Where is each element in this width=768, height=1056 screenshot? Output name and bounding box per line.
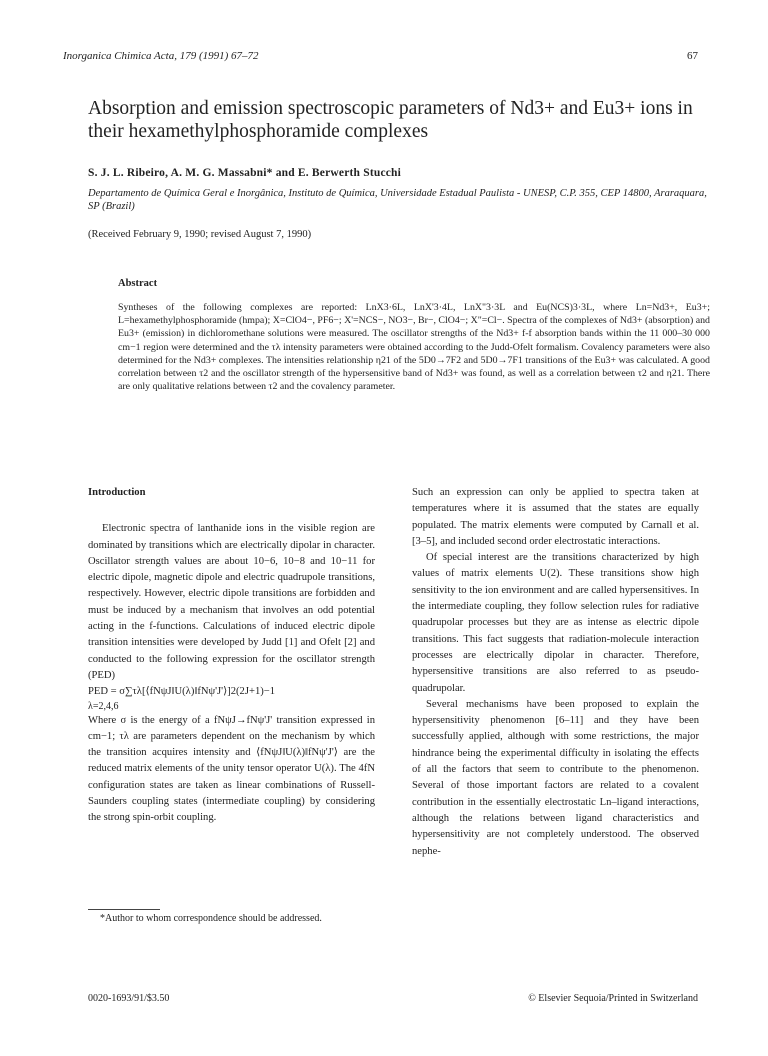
author-list: S. J. L. Ribeiro, A. M. G. Massabni* and E. Berwerth Stucchi (88, 167, 402, 179)
abstract-heading: Abstract (118, 278, 158, 289)
paragraph: Such an expression can only be applied to spectra taken at temperatures where it is assumed that the states are equally populated. The matrix elements were computed by Carnall et al. [3–5], and included second order electrostatic interactions. (412, 487, 699, 547)
journal-citation: Inorganica Chimica Acta, 179 (1991) 67–72 (63, 50, 259, 62)
page-number: 67 (687, 50, 698, 62)
footnote: *Author to whom correspondence should be addressed. (100, 913, 322, 924)
paragraph: Of special interest are the transitions characterized by high values of matrix elements U(2). These transitions show high sensitivity to the ion environment and are called hypersensitives. In the intermediate coupling, they follow selection rules for radiative quadrupolar processes but they are as intense as electric dipole transitions. This fact suggests that radiation-molecule interaction processes are electrically dipolar in character. Therefore, hypersensitive transitions are also referred to as pseudo-quadrupolar. (412, 552, 699, 694)
copyright-notice: © Elsevier Sequoia/Printed in Switzerland (528, 993, 698, 1004)
paragraph: Several mechanisms have been proposed to explain the hypersensitivity phenomenon [6–11] and they have been successfully applied, although with some restrictions, the major hindrance being the experimental difficulty in isolating the effects of all the factors that seem to contribute to the phenomenon. Several of those important factors are related to a covalent contribution in the essentially electrostatic Ln–ligand interactions, although the relations between ligand characteristics and hypersensitivity are not completely understood. The observed nephe- (412, 698, 699, 857)
paragraph: Where σ is the energy of a fNψJ→fNψ'J' transition expressed in cm−1; τλ are parameters dependent on the mechanism by which the transition acquires intensity and ⟨fNψJ‖U(λ)‖fNψ'J'⟩ are the reduced matrix elements of the unity tensor operator U(λ). The 4fN configuration states are taken as linear combinations of Russell-Saunders coupling states (intermediate coupling) by considering the strong spin-orbit coupling. (88, 714, 375, 824)
paragraph: Electronic spectra of lanthanide ions in the visible region are dominated by transitions which are electrically dipolar in character. Oscillator strength values are about 10−6, 10−8 and 10−11 for electric dipole, magnetic dipole and electric quadrupole transitions, respectively. However, electric dipole transitions are forbidden and must be induced by a mechanism that involves an odd potential acting in the f-functions. Calculations of induced electric dipole transition intensities were developed by Judd [1] and Ofelt [2] and conducted to the following expression for the oscillator strength (PED) (88, 523, 375, 681)
left-column (88, 485, 375, 827)
affiliation: Departamento de Química Geral e Inorgânica, Instituto de Química, Universidade Estadual Paulista - UNESP, C.P. 355, CEP 14800, Araraquara, SP (Brazil) (88, 188, 707, 212)
article-title: Absorption and emission spectroscopic parameters of Nd3+ and Eu3+ ions in their hexamethylphosphoramide complexes (88, 98, 693, 142)
equation-subscript: λ=2,4,6 (88, 700, 119, 712)
received-dates: (Received February 9, 1990; revised August 7, 1990) (88, 229, 312, 240)
issn-code: 0020-1693/91/$3.50 (88, 993, 170, 1004)
abstract-text: Syntheses of the following complexes are reported: LnX3·6L, LnX'3·4L, LnX"3·3L and Eu(NCS)3·3L, where Ln=Nd3+, Eu3+; L=hexamethylphosphoramide (hmpa); X=ClO4−, PF6−; X'=NCS−, NO3−, Br−, ClO4−; X"=Cl−. Spectra of the complexes of Nd3+ (absorption) and Eu3+ (emission) in dichloromethane solutions were measured. The oscillator strengths of the Nd3+ f-f absorption bands within the 11 000–30 000 cm−1 region were determined and the τλ intensity parameters were obtained according to the Judd-Ofelt formalism. Covalency parameters were also determined for the Nd3+ complexes. The intensities relationship η21 of the 5D0→7F2 and 5D0→7F1 transitions of the Eu3+ was calculated. A good correlation between τ2 and the oscillator strength of the hypersensitive band of Nd3+ was found, as well as a correlation between τ2 and η21. There are only qualitative relations between τ2 and the covalency parameter. (118, 302, 710, 393)
footnote-rule (88, 909, 160, 910)
section-heading-introduction: Introduction (88, 487, 146, 498)
equation: PED = σ∑τλ[⟨fNψJ‖U(λ)‖fNψ'J'⟩]2(2J+1)−1 (88, 686, 276, 698)
right-column (412, 485, 699, 860)
